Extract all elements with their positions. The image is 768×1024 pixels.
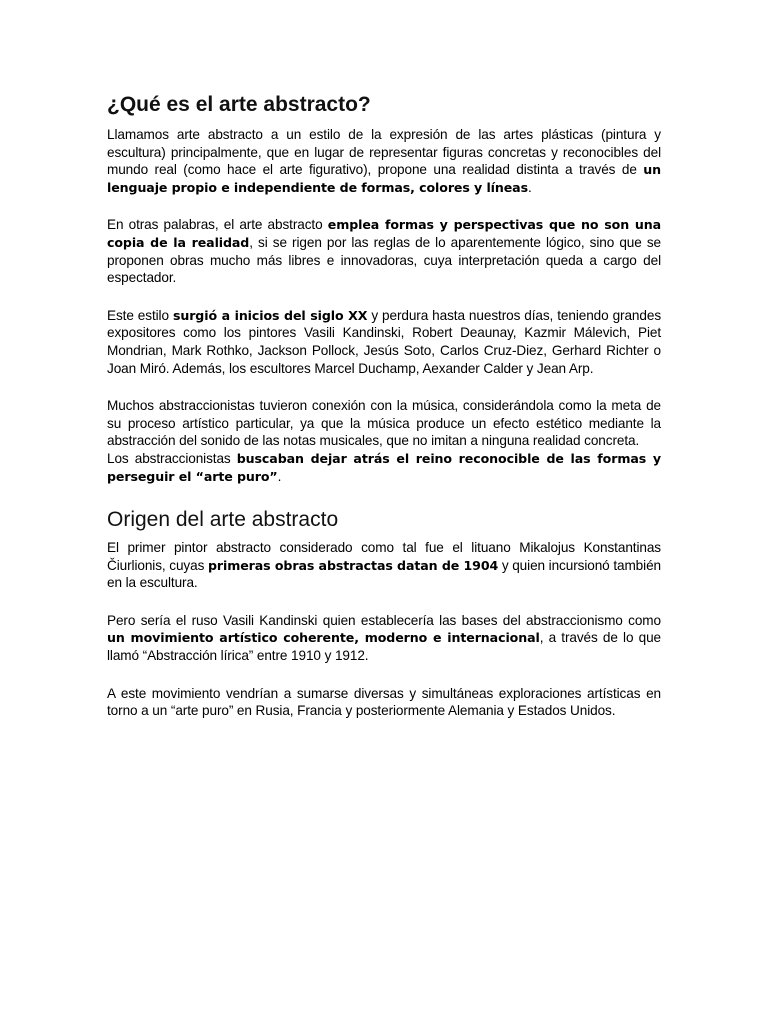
- paragraph-first-painter: [107, 539, 661, 592]
- document-page: [107, 92, 661, 720]
- paragraph-kandinski: [107, 612, 661, 665]
- bold-phrase: un movimiento artístico coherente, moderno e internacional: [107, 630, 540, 646]
- section-heading-origen: Origen del arte abstracto: [107, 508, 339, 532]
- paragraph-music: [107, 397, 661, 485]
- bold-phrase: surgió a inicios del siglo XX: [172, 307, 368, 323]
- paragraph-text: El primer pintor abstracto considerado como tal fue el lituano Mikalojus Konstantinas Čiurlionis, cuyas: [107, 540, 661, 573]
- paragraph-text: y perdura hasta nuestros días, teniendo grandes expositores como los pintores Vasili Kandinski, Robert Deaunay, Kazmir Málevich, Piet Mondrian, Mark Rothko, Jackson Pollock, Jesús Soto, Carlos Cruz-Diez, Gerhard Richter o Joan Miró. Además, los escultores Marcel Duchamp, Aexander Calder y Jean Arp.: [107, 307, 662, 376]
- paragraph-text: En otras palabras, el arte abstracto: [107, 217, 328, 233]
- paragraph-text: .: [527, 179, 532, 195]
- paragraph-text: Los abstraccionistas: [107, 450, 237, 466]
- paragraph-other-words: [107, 216, 661, 286]
- paragraph-definition: [107, 126, 661, 196]
- paragraph-text: , a través de lo que llamó “Abstracción lírica” entre 1910 y 1912.: [107, 630, 662, 664]
- bold-phrase: un lenguaje propio e independiente de formas, colores y líneas: [107, 162, 661, 195]
- paragraph-text: , si se rigen por las reglas de lo aparentemente lógico, sino que se proponen obras mucho más libres e innovadoras, cuya interpretación queda a cargo del espectador.: [107, 234, 661, 286]
- paragraph-text: Pero sería el ruso Vasili Kandinski quien establecería las bases del abstraccionismo como: [107, 612, 661, 628]
- paragraph-text: Muchos abstraccionistas tuvieron conexión con la música, considerándola como la meta de su proceso artístico particular, ya que la música produce un efecto estético mediante la abstracción del sonido de las notas musicales, que no imitan a ninguna realidad concreta.: [107, 398, 661, 449]
- bold-phrase: buscaban dejar atrás el reino reconocible de las formas y perseguir el “arte puro”: [107, 450, 661, 484]
- section-spacer: [107, 485, 661, 507]
- bold-phrase: emplea formas y perspectivas que no son una copia de la realidad: [107, 217, 661, 250]
- paragraph-text: A este movimiento vendrían a sumarse diversas y simultáneas exploraciones artísticas en torno a un “arte puro” en Rusia, Francia y posteriormente Alemania y Estados Unidos.: [107, 685, 661, 719]
- paragraph-text: .: [277, 468, 282, 484]
- bold-phrase: primeras obras abstractas datan de 1904: [207, 557, 499, 573]
- paragraph-text: Este estilo: [107, 307, 173, 323]
- paragraph-text: y quien incursionó también en la escultura.: [107, 557, 661, 591]
- paragraph-explorations: [107, 685, 661, 720]
- section-heading-que-es: ¿Qué es el arte abstracto?: [107, 93, 371, 116]
- paragraph-text: Llamamos arte abstracto a un estilo de la expresión de las artes plásticas (pintura y escultura) principalmente, que en lugar de representar figuras concretas y reconocibles del mundo real (como hace el arte figurativo), propone una realidad distinta a través de: [107, 127, 661, 178]
- paragraph-style-origin: [107, 307, 661, 377]
